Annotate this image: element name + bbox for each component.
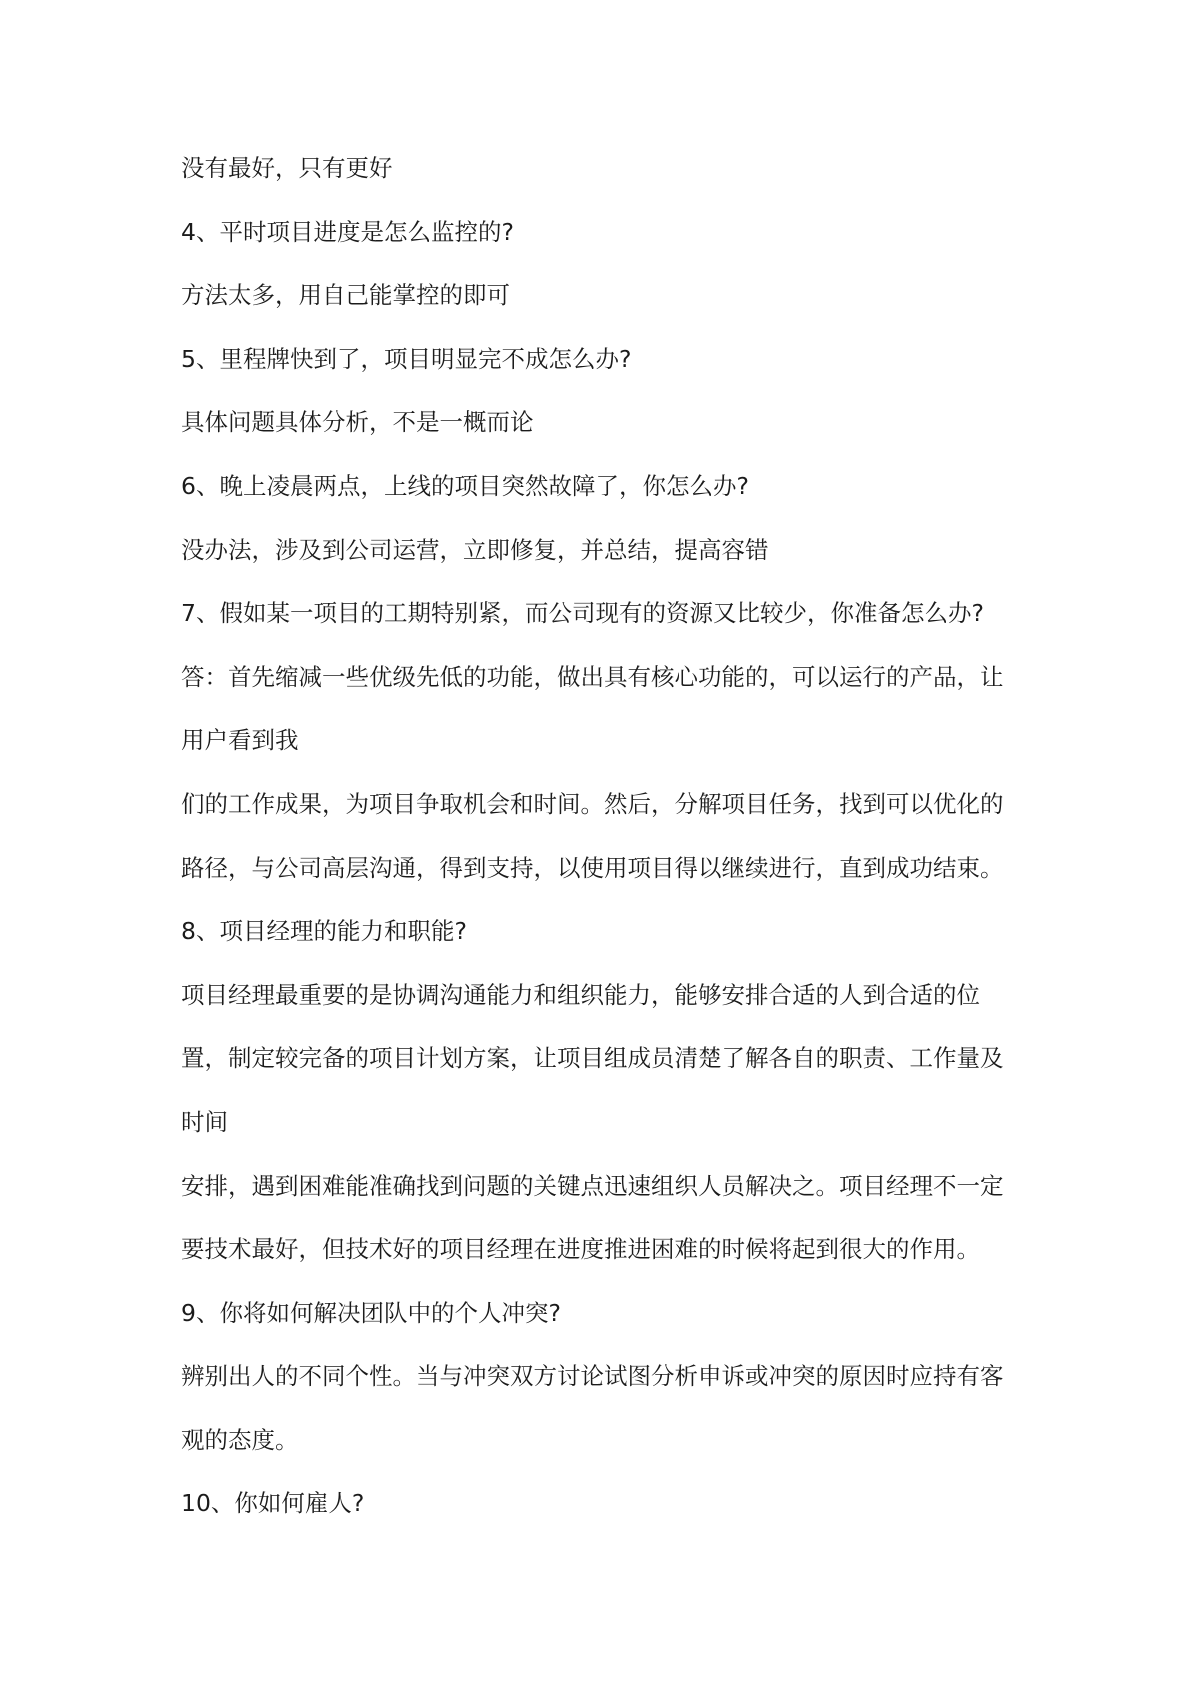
answer-text: 没有最好，只有更好 [181, 154, 393, 182]
answer-text: 置，制定较完备的项目计划方案，让项目组成员清楚了解各自的职责、工作量及 [181, 1044, 1004, 1073]
question-heading: 9、你将如何解决团队中的个人冲突? [181, 1298, 561, 1327]
answer-text: 用户看到我 [181, 726, 299, 755]
question-heading: 5、里程牌快到了，项目明显完不成怎么办? [181, 344, 632, 373]
question-heading: 4、平时项目进度是怎么监控的? [181, 217, 514, 246]
answer-text: 时间 [181, 1107, 228, 1136]
answer-text: 具体问题具体分析，不是一概而论 [181, 408, 534, 437]
question-heading: 6、晚上凌晨两点，上线的项目突然故障了，你怎么办? [181, 471, 749, 500]
answer-text: 方法太多，用自己能掌控的即可 [181, 281, 510, 310]
question-heading: 7、假如某一项目的工期特别紧，而公司现有的资源又比较少，你准备怎么办? [181, 599, 984, 628]
answer-text: 没办法，涉及到公司运营，立即修复，并总结，提高容错 [181, 535, 769, 564]
answer-text: 项目经理最重要的是协调沟通能力和组织能力，能够安排合适的人到合适的位 [181, 980, 980, 1009]
answer-text: 路径，与公司高层沟通，得到支持，以使用项目得以继续进行，直到成功结束。 [181, 853, 1004, 882]
answer-text: 观的态度。 [181, 1425, 299, 1454]
answer-text: 们的工作成果，为项目争取机会和时间。然后，分解项目任务，找到可以优化的 [181, 789, 1004, 818]
question-heading: 10、你如何雇人? [181, 1489, 365, 1518]
answer-text: 辨别出人的不同个性。当与冲突双方讨论试图分析申诉或冲突的原因时应持有客 [181, 1362, 1004, 1391]
answer-text: 安排，遇到困难能准确找到问题的关键点迅速组织人员解决之。项目经理不一定 [181, 1171, 1004, 1200]
question-heading: 8、项目经理的能力和职能? [181, 917, 467, 946]
answer-text: 要技术最好，但技术好的项目经理在进度推进困难的时候将起到很大的作用。 [181, 1235, 980, 1264]
document-body [181, 152, 1061, 1551]
answer-text: 答：首先缩减一些优级先低的功能，做出具有核心功能的，可以运行的产品，让 [181, 662, 1004, 691]
